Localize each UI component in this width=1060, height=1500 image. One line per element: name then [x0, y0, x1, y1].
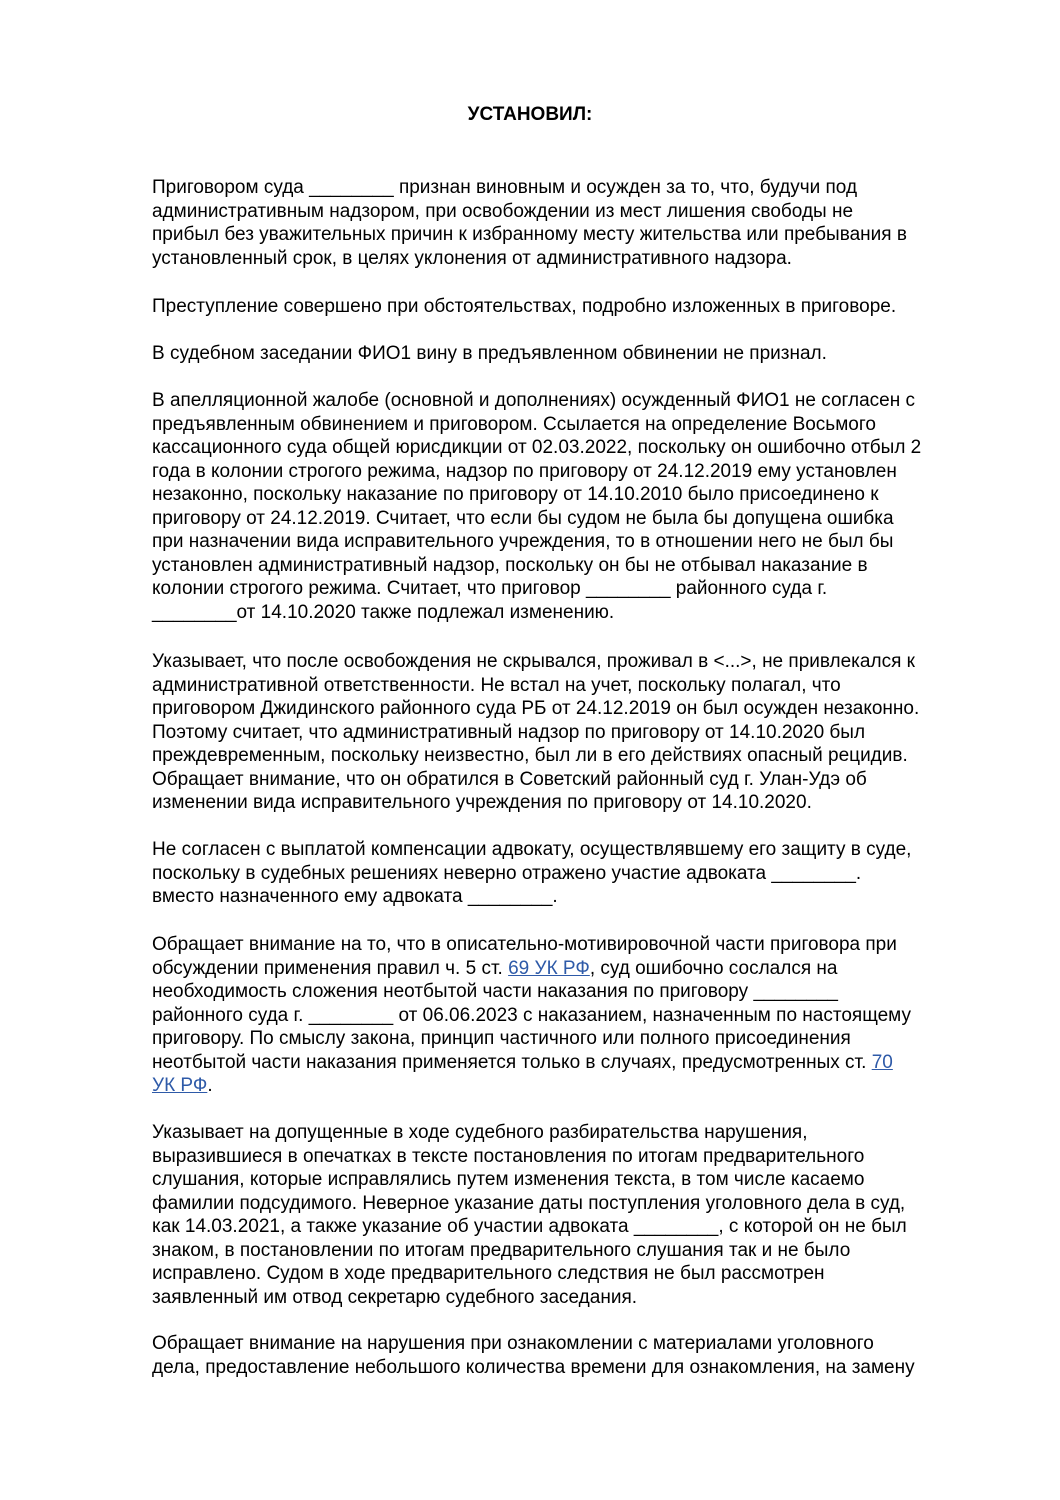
paragraph-verdict: [152, 176, 990, 270]
text-line: Не согласен с выплатой компенсации адвокату, осуществлявшему его защиту в суде,: [152, 839, 912, 860]
text-line: незаконно, поскольку наказание по приговору от 14.10.2010 было присоединено к: [152, 484, 879, 505]
text-line: года в колонии строгого режима, надзор по приговору от 24.12.2019 ему установлен: [152, 460, 897, 482]
text-line: слушания, которые исправлялись путем изменения текста, в том числе касаемо: [152, 1169, 865, 1190]
text-segment: обсуждении применения правил ч. 5 ст.: [152, 957, 509, 979]
text-line: прибыл без уважительных причин к избранному месту жительства или пребывания в: [152, 224, 907, 245]
text-line: Приговором суда ________ признан виновным и осужден за то, что, будучи под: [152, 177, 858, 198]
text-line: установлен административный надзор, поскольку он бы не отбывал наказание в: [152, 554, 868, 576]
text-line: Указывает на допущенные в ходе судебного разбирательства нарушения,: [152, 1122, 808, 1143]
text-line: административной ответственности. Не встал на учет, поскольку полагал, что: [152, 674, 841, 696]
text-line: районного суда г. ________ от 06.06.2023 с наказанием, назначенным по настоящему: [152, 1004, 911, 1026]
text-segment: .: [207, 1075, 213, 1096]
text-line: знаком, в постановлении по итогам предварительного слушания так и не было: [152, 1239, 851, 1261]
text-line: установленный срок, в целях уклонения от административного надзора.: [152, 247, 792, 269]
text-line: Поэтому считает, что административный надзор по приговору от 14.10.2020 был: [152, 721, 866, 743]
text-line: предъявленным обвинением и приговором. Ссылается на определение Восьмого: [152, 413, 876, 435]
text-segment: , суд ошибочно сослался на: [589, 957, 838, 979]
paragraph-circumstances: [152, 295, 990, 319]
text-line: [152, 1051, 990, 1075]
text-line: приговором Джидинского районного суда РБ от 24.12.2019 он был осужден незаконно.: [152, 698, 920, 719]
text-line: ________от 14.10.2020 также подлежал изменению.: [152, 601, 615, 623]
text-line: вместо назначенного ему адвоката ________.: [152, 886, 558, 907]
text-line: заявленный им отвод секретарю судебного заседания.: [152, 1286, 638, 1308]
text-line: при назначении вида исправительного учреждения, то в отношении него не был бы: [152, 531, 894, 552]
paragraph-sentence-rules: [152, 933, 990, 1098]
paragraph-appeal: [152, 389, 990, 624]
paragraph-case-review: [152, 1332, 990, 1379]
text-line: исправлено. Судом в ходе предварительного следствия не был рассмотрен: [152, 1263, 825, 1284]
text-line: Обращает внимание на нарушения при ознакомлении с материалами уголовного: [152, 1333, 874, 1354]
text-line: дела, предоставление небольшого количества времени для ознакомления, на замену: [152, 1356, 915, 1378]
text-line: кассационного суда общей юрисдикции от 02.03.2022, поскольку он ошибочно отбыл 2: [152, 437, 922, 458]
text-line: колонии строгого режима. Считает, что приговор ________ районного суда г.: [152, 578, 828, 599]
text-line: Обращает внимание, что он обратился в Советский районный суд г. Улан-Удэ об: [152, 768, 867, 790]
article-70-link[interactable]: 70: [871, 1051, 893, 1073]
text-line: В судебном заседании ФИО1 вину в предъявленном обвинении не признал.: [152, 343, 827, 364]
page-title: УСТАНОВИЛ:: [467, 104, 593, 125]
text-line: [152, 957, 990, 981]
text-line: приговору от 24.12.2019. Считает, что если бы судом не была бы допущена ошибка: [152, 507, 894, 529]
text-line: Преступление совершено при обстоятельствах, подробно изложенных в приговоре.: [152, 296, 897, 317]
text-line: приговору. По смыслу закона, принцип частичного или полного присоединения: [152, 1028, 851, 1049]
paragraph-procedural-violations: [152, 1121, 990, 1309]
text-line: Указывает, что после освобождения не скрывался, проживал в <...>, не привлекался к: [152, 651, 915, 672]
text-line: фамилии подсудимого. Неверное указание даты поступления уголовного дела в суд,: [152, 1192, 906, 1214]
paragraph-lawyer-fee: [152, 838, 990, 909]
text-segment: неотбытой части наказания применяется только в случаях, предусмотренных ст.: [152, 1051, 872, 1073]
article-69-link[interactable]: 69 УК РФ: [508, 957, 590, 979]
text-line: Обращает внимание на то, что в описательно-мотивировочной части приговора при: [152, 934, 897, 955]
text-line: необходимость сложения неотбытой части наказания по приговору ________: [152, 981, 838, 1002]
text-line: поскольку в судебных решениях неверно отражено участие адвоката ________.: [152, 862, 862, 884]
text-line: преждевременным, поскольку неизвестно, был ли в его действиях опасный рецидив.: [152, 745, 908, 766]
text-line: В апелляционной жалобе (основной и дополнениях) осужденный ФИО1 не согласен с: [152, 390, 916, 411]
text-line: административным надзором, при освобождении из мест лишения свободы не: [152, 200, 854, 222]
text-line: выразившиеся в опечатках в тексте постановления по итогам предварительного: [152, 1145, 865, 1167]
article-70-link-continued[interactable]: УК РФ: [152, 1075, 208, 1096]
paragraph-release: [152, 650, 990, 815]
paragraph-plea: [152, 342, 990, 366]
text-line: [152, 1074, 990, 1098]
text-line: изменении вида исправительного учреждения по приговору от 14.10.2020.: [152, 792, 812, 813]
text-line: как 14.03.2021, а также указание об участии адвоката ________, с которой он не был: [152, 1216, 907, 1237]
